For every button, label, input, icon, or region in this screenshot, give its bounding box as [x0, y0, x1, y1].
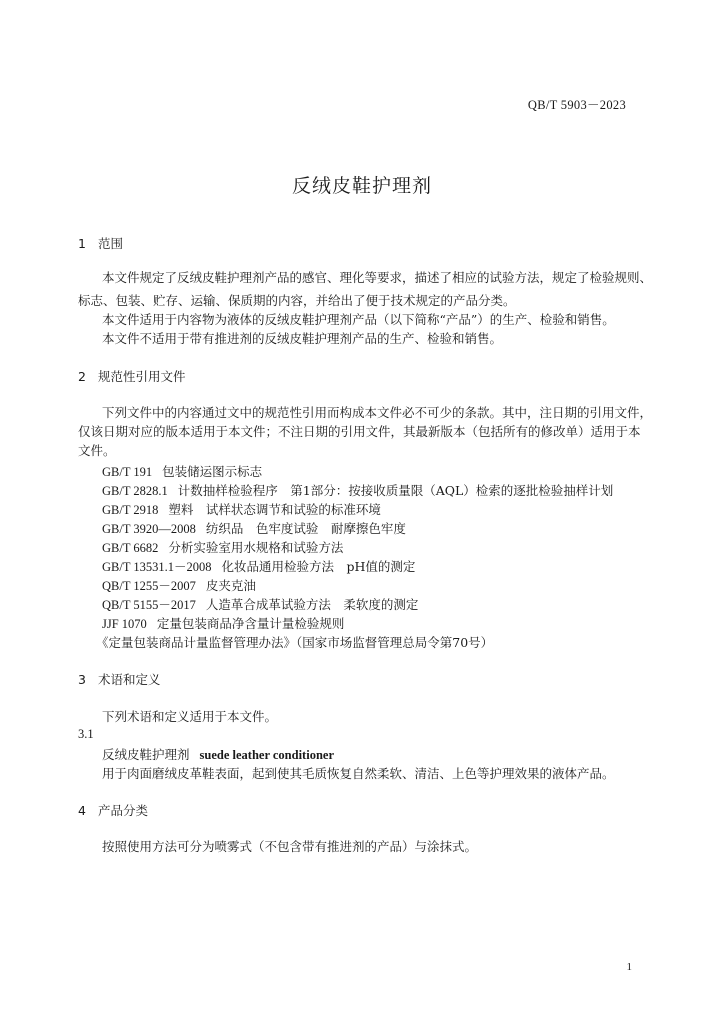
reference-code: GB/T 2828.1 [102, 484, 168, 498]
scope-line-1: 本文件规定了反绒皮鞋护理剂产品的感官、理化等要求，描述了相应的试验方法，规定了检验规则、 [102, 270, 653, 285]
reference-code: GB/T 191 [102, 465, 153, 479]
section-number: 3 [78, 672, 86, 687]
reference-item [102, 614, 344, 632]
reference-name: 塑料 试样状态调节和试验的标准环境 [168, 502, 381, 517]
scope-line-2: 标志、包装、贮存、运输、保质期的内容，并给出了便于技术规定的产品分类。 [78, 293, 516, 308]
section-number: 2 [78, 369, 86, 384]
reference-item [102, 576, 256, 594]
reference-item [102, 462, 262, 480]
section-number: 4 [78, 803, 86, 818]
reference-name: 计数抽样检验程序 第1部分：按接收质量限（AQL）检索的逐批检验抽样计划 [177, 483, 614, 498]
norm-ref-line-3: 文件。 [78, 443, 116, 458]
reference-code: GB/T 13531.1－2008 [102, 560, 212, 574]
reference-name: 分析实验室用水规格和试验方法 [168, 540, 344, 555]
term-english: suede leather conditioner [199, 748, 334, 762]
scope-line-3: 本文件适用于内容物为液体的反绒皮鞋护理剂产品（以下简称“产品”）的生产、检验和销售。 [102, 312, 615, 327]
reference-name: 包装储运图示标志 [162, 464, 263, 479]
norm-ref-line-2: 仅该日期对应的版本适用于本文件；不注日期的引用文件，其最新版本（包括所有的修改单）适用于本 [78, 424, 641, 439]
section-title: 范围 [98, 236, 124, 251]
reference-name: 化妆品通用检验方法 pH值的测定 [221, 559, 416, 574]
reference-regulation: 《定量包装商品计量监督管理办法》（国家市场监督管理总局令第70号） [96, 635, 494, 650]
reference-code: JJF 1070 [102, 617, 147, 631]
reference-name: 皮夹克油 [205, 578, 256, 593]
section-title: 产品分类 [98, 803, 149, 818]
reference-item [102, 595, 418, 613]
standard-code: QB/T 5903－2023 [527, 98, 626, 112]
section-number: 1 [78, 236, 86, 251]
scope-line-4: 本文件不适用于带有推进剂的反绒皮鞋护理剂产品的生产、检验和销售。 [102, 331, 503, 346]
reference-code: QB/T 1255－2007 [102, 579, 196, 593]
section-title: 术语和定义 [98, 672, 161, 687]
reference-item [102, 500, 381, 518]
section-2-heading [78, 367, 186, 385]
reference-item [102, 538, 343, 556]
section-4-heading [78, 801, 148, 819]
reference-code: GB/T 2918 [102, 503, 159, 517]
term-definition: 用于肉面磨绒皮革鞋表面，起到使其毛质恢复自然柔软、清洁、上色等护理效果的液体产品。 [102, 766, 615, 781]
norm-ref-line-1: 下列文件中的内容通过文中的规范性引用而构成本文件必不可少的条款。其中，注日期的引用文件， [102, 405, 653, 420]
term-chinese: 反绒皮鞋护理剂 [102, 747, 190, 762]
reference-code: QB/T 5155－2017 [102, 598, 196, 612]
reference-name: 纺织品 色牢度试验 耐摩擦色牢度 [205, 521, 406, 536]
terms-intro: 下列术语和定义适用于本文件。 [102, 709, 278, 724]
reference-code: GB/T 3920—2008 [102, 522, 196, 536]
section-1-heading [78, 234, 123, 252]
section-3-heading [78, 670, 161, 688]
clause-number: 3.1 [78, 727, 94, 741]
reference-item [102, 481, 613, 499]
reference-item [102, 557, 415, 575]
document-title: 反绒皮鞋护理剂 [291, 175, 432, 197]
classification-text: 按照使用方法可分为喷雾式（不包含带有推进剂的产品）与涂抹式。 [102, 839, 478, 854]
section-title: 规范性引用文件 [98, 369, 186, 384]
reference-name: 人造革合成革试验方法 柔软度的测定 [205, 597, 419, 612]
page-number: 1 [626, 961, 632, 973]
reference-item [102, 519, 406, 537]
term-entry [102, 745, 334, 763]
reference-name: 定量包装商品净含量计量检验规则 [156, 616, 345, 631]
reference-code: GB/T 6682 [102, 541, 159, 555]
